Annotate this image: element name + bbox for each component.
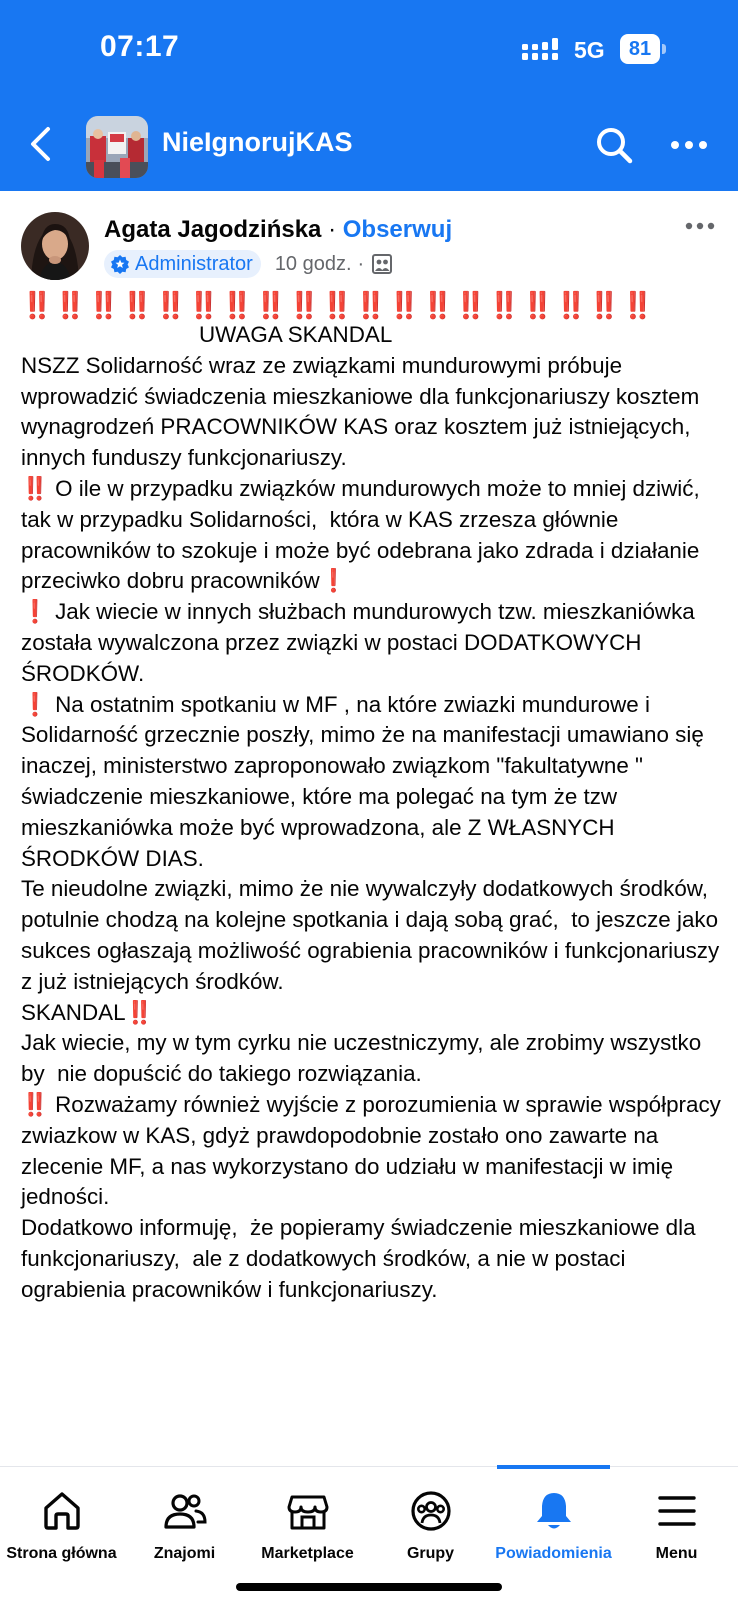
- bell-icon: [532, 1489, 576, 1533]
- post-paragraph: [21, 474, 721, 597]
- post-paragraph: [21, 351, 721, 474]
- nav-marketplace[interactable]: [246, 1467, 369, 1577]
- home-indicator: [236, 1583, 502, 1591]
- alert-emoji: ❗: [21, 599, 56, 625]
- admin-shield-icon: [110, 254, 130, 274]
- alert-emoji: ❗: [21, 691, 56, 717]
- post-timestamp[interactable]: 10 godz.: [274, 252, 352, 275]
- paragraph-text: Rozważamy również wyjście z porozumienia w sprawie współpracy zwiazkow w KAS, gdyż prawdopodobnie zostało ono zawarte na zlecenie MF, a nas wykorzystano do udziału w manifestacji w imię jedności.: [21, 1091, 728, 1210]
- nav-menu-label: Menu: [655, 1545, 698, 1562]
- nav-menu[interactable]: [615, 1467, 738, 1577]
- paragraph-text: O ile w przypadku związków mundurowych może to mniej dziwić, tak w przypadku Solidarności, która w KAS zrzesza głównie pracowników to szokuje i może być odebrana jako zdrada i działanie przeciwko dobru pracowników: [21, 475, 706, 594]
- post-body: [21, 290, 728, 1306]
- post-options-icon[interactable]: [685, 222, 715, 230]
- search-icon[interactable]: [595, 126, 633, 164]
- paragraph-text: Jak wiecie w innych służbach mundurowych tzw. mieszkaniówka została wywalczona przez związki w postaci DODATKOWYCH ŚRODKÓW.: [21, 599, 701, 686]
- author-line: [104, 216, 452, 244]
- post-heading: UWAGA SKANDAL: [199, 322, 393, 347]
- author-avatar[interactable]: [21, 212, 89, 280]
- groups-icon: [409, 1489, 453, 1533]
- menu-icon: [655, 1489, 699, 1533]
- meta-separator: ·: [357, 252, 365, 275]
- group-name[interactable]: NieIgnorujKAS: [162, 127, 353, 157]
- alert-emoji: ❗: [319, 568, 348, 594]
- nav-groups[interactable]: [369, 1467, 492, 1577]
- post-paragraph: [21, 1090, 728, 1213]
- paragraph-text: NSZZ Solidarność wraz ze związkami mundurowymi próbuje wprowadzić świadczenia mieszkaniowe dla funkcjonariuszy kosztem wynagrodzeń PRACOWNIKÓW KAS oraz kosztem już istniejących, innych funduszy funkcjonariuszy.: [21, 352, 706, 471]
- admin-badge-label: Administrator: [135, 252, 253, 275]
- group-audience-icon: [372, 254, 392, 274]
- post-paragraph: [21, 998, 721, 1029]
- more-icon[interactable]: [670, 140, 708, 150]
- group-avatar[interactable]: [86, 116, 148, 178]
- post-paragraph: [21, 1028, 721, 1090]
- alarm-emoji-row: ‼️‼️‼️‼️‼️‼️‼️‼️‼️‼️‼️‼️‼️‼️‼️‼️‼️‼️‼️: [21, 290, 656, 320]
- nav-home[interactable]: [0, 1467, 123, 1577]
- status-time: 07:17: [100, 30, 180, 63]
- alert-emoji: ‼️: [21, 1091, 56, 1117]
- follow-button[interactable]: Obserwuj: [342, 216, 453, 243]
- paragraph-text: Te nieudolne związki, mimo że nie wywalczyły dodatkowych środków, potulnie chodzą na kolejne spotkania i dają sobą grać, to jeszcze jako sukces ogłaszają możliwość ograbienia pracowników i funkcjonariuszy z już istniejących środków.: [21, 876, 726, 994]
- post-paragraphs: [21, 351, 728, 1306]
- nav-notifications[interactable]: [492, 1467, 615, 1577]
- battery-icon: [620, 34, 666, 64]
- post-paragraph: [21, 597, 721, 689]
- nav-groups-label: Grupy: [406, 1545, 455, 1562]
- battery-level: 81: [620, 34, 660, 64]
- back-arrow-icon[interactable]: [28, 126, 52, 162]
- nav-home-label: Strona główna: [6, 1545, 117, 1562]
- nav-notifications-label: Powiadomienia: [495, 1545, 612, 1562]
- friends-icon: [163, 1489, 207, 1533]
- paragraph-text: SKANDAL: [21, 999, 126, 1025]
- alert-emoji: ‼️: [125, 999, 154, 1025]
- top-bar: [0, 0, 738, 191]
- post-paragraph: [21, 1213, 721, 1305]
- paragraph-text: Na ostatnim spotkaniu w MF , na które zwiazki mundurowe i Solidarność grzecznie poszły, mimo że na manifestacji umawiano się inaczej, ministerstwo zaproponowało związkom "fakultatywne " świadczenie mieszkaniowe, które ma polegać na tym że tzw mieszkaniówka może być wprowadzona, ale Z WŁASNYCH ŚRODKÓW DIAS.: [21, 691, 711, 871]
- post-meta: [104, 250, 392, 278]
- network-type: 5G: [574, 37, 605, 63]
- nav-marketplace-label: Marketplace: [261, 1545, 354, 1562]
- post-paragraph: [21, 874, 726, 997]
- marketplace-icon: [286, 1489, 330, 1533]
- paragraph-text: Jak wiecie, my w tym cyrku nie uczestniczymy, ale zrobimy wszystko by nie dopuścić do takiego rozwiązania.: [21, 1030, 708, 1087]
- admin-badge[interactable]: [104, 250, 261, 278]
- cellular-signal-icon: [522, 38, 562, 62]
- author-name[interactable]: Agata Jagodzińska: [104, 216, 322, 243]
- author-separator: ·: [328, 216, 337, 243]
- nav-friends-label: Znajomi: [153, 1545, 216, 1562]
- home-icon: [40, 1489, 84, 1533]
- alert-emoji: ‼️: [21, 475, 56, 501]
- nav-friends[interactable]: [123, 1467, 246, 1577]
- bottom-navigation: [0, 1466, 738, 1601]
- post-paragraph: [21, 690, 721, 875]
- paragraph-text: Dodatkowo informuję, że popieramy świadczenie mieszkaniowe dla funkcjonariuszy, ale z dodatkowych środków, a nie w postaci ograbienia pracowników i funkcjonariuszy.: [21, 1215, 702, 1302]
